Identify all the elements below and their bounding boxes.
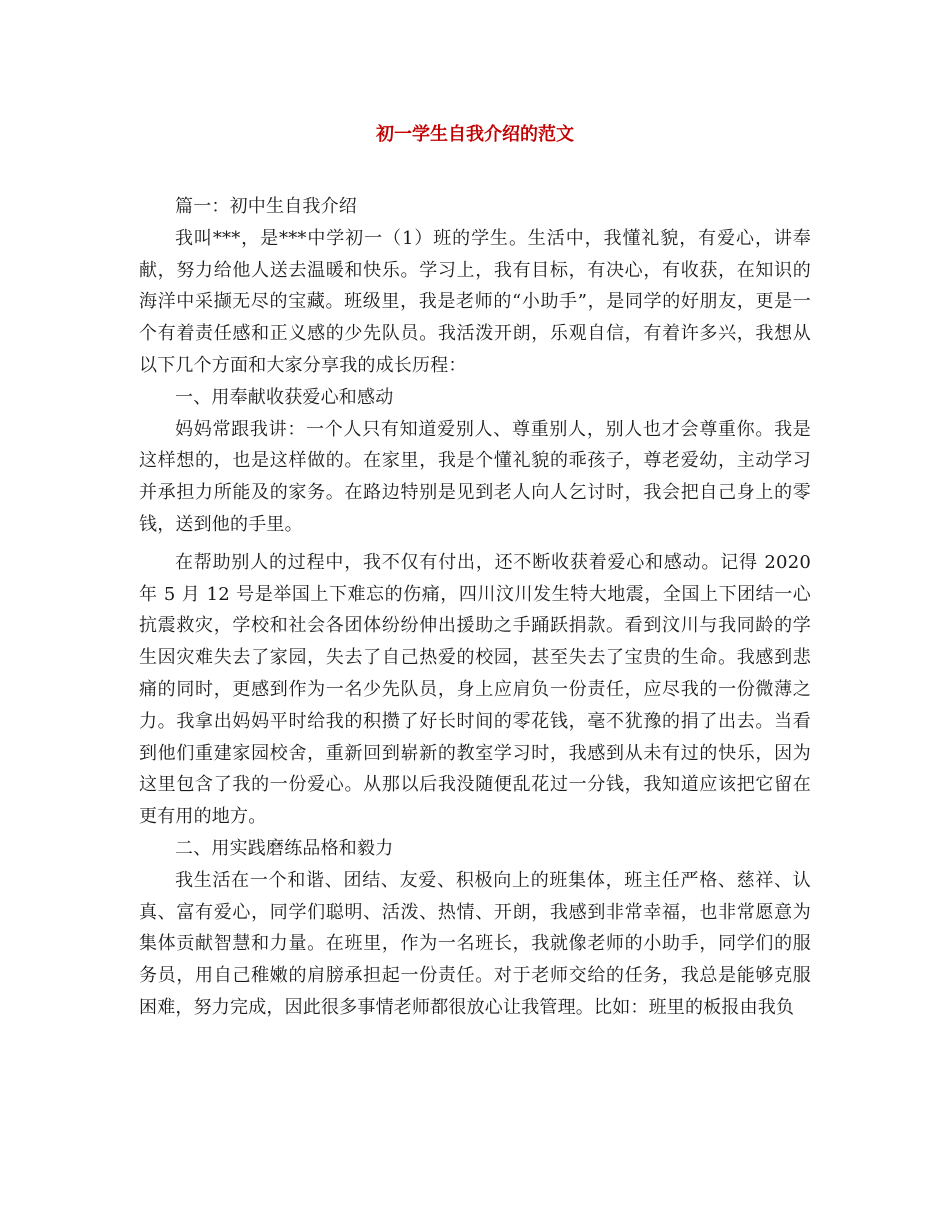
document-body: [139, 191, 811, 1024]
paragraph: 在帮助别人的过程中，我不仅有付出，还不断收获着爱心和感动。记得 2020 年 5 月 12 号是举国上下难忘的伤痛，四川汶川发生特大地震，全国上下团结一心抗震救灾，学校和社会各团体纷纷伸出援助之手踊跃捐款。看到汶川与我同龄的学生因灾难失去了家园，失去了自己热爱的校园，甚至失去了宝贵的生命。我感到悲痛的同时，更感到作为一名少先队员，身上应肩负一份责任，应尽我的一份微薄之力。我拿出妈妈平时给我的积攒了好长时间的零花钱，毫不犹豫的捐了出去。当看到他们重建家园校舍，重新回到崭新的教室学习时，我感到从未有过的快乐，因为这里包含了我的一份爱心。从那以后我没随便乱花过一分钱，我知道应该把它留在更有用的地方。: [139, 551, 811, 828]
section-heading: 二、用实践磨练品格和毅力: [175, 837, 394, 859]
paragraph: 我生活在一个和谐、团结、友爱、积极向上的班集体，班主任严格、慈祥、认真、富有爱心，同学们聪明、活泼、热情、开朗，我感到非常幸福，也非常愿意为集体贡献智慧和力量。在班里，作为一名班长，我就像老师的小助手，同学们的服务员，用自己稚嫩的肩膀承担起一份责任。对于老师交给的任务，我总是能够克服困难，努力完成，因此很多事情老师都很放心让我管理。比如：班里的板报由我负: [139, 869, 811, 1018]
document-title: 初一学生自我介绍的范文: [376, 124, 574, 145]
section-heading: 篇一：初中生自我介绍: [175, 196, 357, 217]
paragraph: 我叫***，是***中学初一（1）班的学生。生活中，我懂礼貌，有爱心，讲奉献，努力给他人送去温暖和快乐。学习上，我有目标，有决心，有收获，在知识的海洋中采撷无尽的宝藏。班级里，我是老师的“小助手”，是同学的好朋友，更是一个有着责任感和正义感的少先队员。我活泼开朗，乐观自信，有着许多兴，我想从以下几个方面和大家分享我的成长历程：: [139, 227, 811, 376]
section-heading: 一、用奉献收获爱心和感动: [175, 386, 394, 408]
paragraph: 妈妈常跟我讲：一个人只有知道爱别人、尊重别人，别人也才会尊重你。我是这样想的，也是这样做的。在家里，我是个懂礼貌的乖孩子，尊老爱幼，主动学习并承担力所能及的家务。在路边特别是见到老人向人乞讨时，我会把自己身上的零钱，送到他的手里。: [139, 418, 811, 535]
